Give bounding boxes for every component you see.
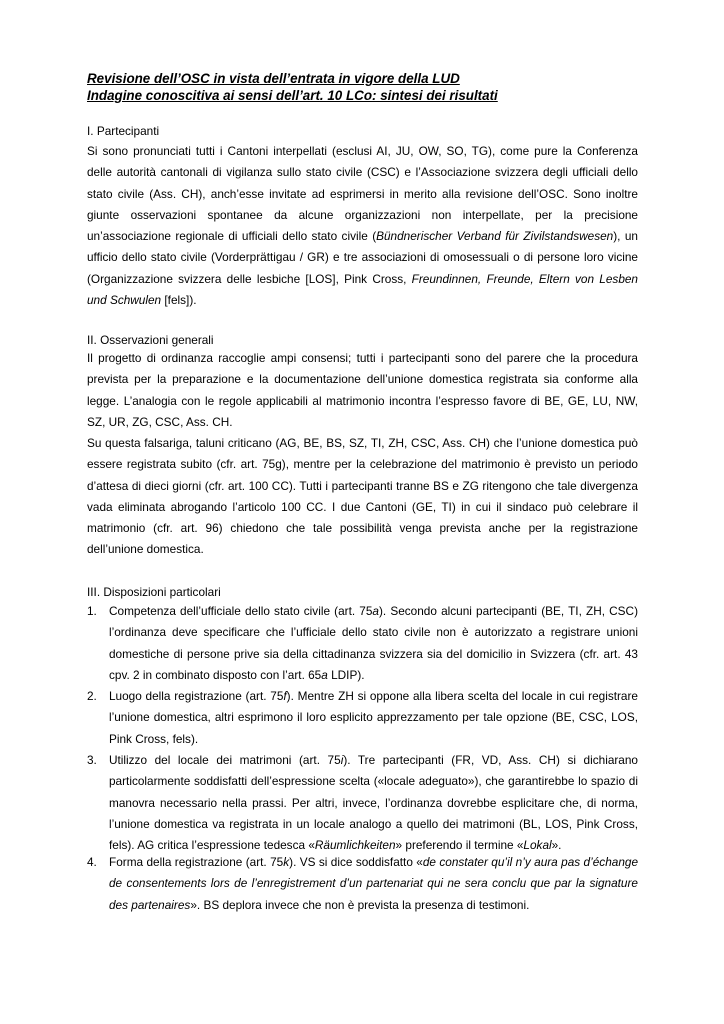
list-item-text: Utilizzo del locale dei matrimoni (art. 75i). Tre partecipanti (FR, VD, Ass. CH) si dichiarano particolarmente soddisfatti dell’espressione scelta («locale adeguato»), che garantirebbe lo spazio di manovra necessario nella prassi. Per altri, invece, l’ordinanza dovrebbe esplicitare che, di norma, l’unione domestica va registrata in un locale analogo a quello dei matrimoni (BL, LOS, Pink Cross, fels). AG critica l’espressione tedesca «Räumlichkeiten» preferendo il termine «Lokal». (109, 753, 638, 853)
list-item-text: Luogo della registrazione (art. 75f). Mentre ZH si oppone alla libera scelta del locale in cui registrare l’unione domestica, altri esprimono il loro esplicito apprezzamento per tale opzione (BE, CSC, LOS, Pink Cross, fels). (109, 689, 638, 746)
general-paragraph-2: Su questa falsariga, taluni criticano (AG, BE, BS, SZ, TI, ZH, CSC, Ass. CH) che l’unione domestica può essere registrata subito (cfr. art. 75g), mentre per la celebrazione del matrimonio è previsto un periodo d’attesa di dieci giorni (cfr. art. 100 CC). Tutti i partecipanti tranne BS e ZG ritengono che tale divergenza vada eliminata abrogando l’articolo 100 CC. I due Cantoni (GE, TI) in cui il sindaco può celebrare il matrimonio (cfr. art. 96) chiedono che tale possibilità venga prevista anche per la registrazione dell’unione domestica. (87, 436, 638, 557)
list-item (87, 750, 638, 856)
title-line-1: Revisione dell’OSC in vista dell’entrata in vigore della LUD (87, 71, 460, 86)
list-item-number: 4. (87, 855, 97, 869)
list-item-text: Competenza dell’ufficiale dello stato civile (art. 75a). Secondo alcuni partecipanti (BE, TI, ZH, CSC) l’ordinanza deve specificare che l’ufficiale dello stato civile non è autorizzato a registrare unioni domestiche di persone prive sia della cittadinanza svizzera sia del domicilio in Svizzera (cfr. art. 43 cpv. 2 in combinato disposto con l’art. 65a LDIP). (109, 604, 638, 682)
list-item (87, 852, 638, 916)
document-title (87, 70, 647, 104)
section-heading-general: II. Osservazioni generali (87, 333, 214, 347)
list-item-text: Forma della registrazione (art. 75k). VS si dice soddisfatto «de constater qu’il n’y aura pas d’échange de consentements lors de l’enregistrement d’un partenariat qui ne sera conclu que par la signature des partenaires». BS deplora invece che non è prevista la presenza di testimoni. (109, 855, 639, 912)
list-item (87, 601, 638, 686)
participants-text-e: [fels]). (161, 293, 197, 308)
list-item-number: 3. (87, 753, 97, 767)
title-line-2: Indagine conoscitiva ai sensi dell’art. 10 LCo: sintesi dei risultati (87, 88, 498, 103)
participants-paragraph (87, 141, 638, 311)
list-item-number: 1. (87, 604, 97, 618)
section-heading-participants: I. Partecipanti (87, 124, 160, 138)
participants-text-c: ), un ufficio dello stato civile (Vorderprättigau / GR) e tre associazioni di omosessuali o di persone loro vicine (Organizzazione svizzera delle lesbiche [LOS], Pink Cross, (87, 229, 638, 286)
participants-text-a: Si sono pronunciati tutti i Cantoni interpellati (esclusi AI, JU, OW, SO, TG), come pure la Conferenza delle autorità cantonali di vigilanza sullo stato civile (CSC) e l’Associazione svizzera degli ufficiali dello stato civile (Ass. CH), anch’esse invitate ad esprimersi in merito alla revisione dell’OSC. Sono inoltre giunte osservazioni spontanee da alcune organizzazioni non interpellate, per la precisione un’associazione regionale di ufficiali dello stato civile ( (87, 144, 638, 244)
section-heading-particular: III. Disposizioni particolari (87, 585, 221, 599)
participants-text-d: Freundinnen, Freunde, Eltern von Lesben und Schwulen (87, 271, 638, 308)
list-item (87, 686, 638, 750)
list-item-number: 2. (87, 689, 97, 703)
general-paragraph-1: Il progetto di ordinanza raccoglie ampi consensi; tutti i partecipanti sono del parere che la procedura prevista per la preparazione e la documentazione dell’unione domestica registrata sia conforme alla legge. L’analogia con le regole applicabili al matrimonio incontra l’espresso favore di BE, GE, LU, NW, SZ, UR, ZG, CSC, Ass. CH. (87, 351, 638, 429)
participants-text-b: Bündnerischer Verband für Zivilstandswesen (376, 229, 614, 244)
